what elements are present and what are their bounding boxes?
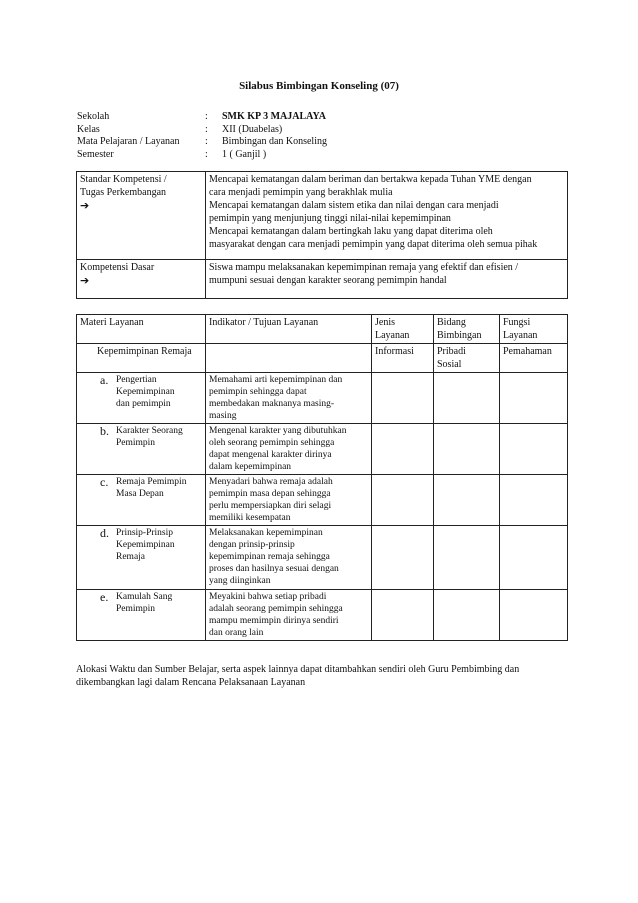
row-indikator-line: masing [209, 411, 237, 421]
row-jenis-cell [372, 590, 434, 641]
header-indikator-text: Indikator / Tujuan Layanan [209, 317, 319, 328]
header-jenis-text-2: Layanan [375, 330, 410, 341]
row-indikator-line: dalam kepemimpinan [209, 462, 292, 472]
meta-value: SMK KP 3 MAJALAYA [222, 111, 326, 122]
topic-indikator [206, 344, 372, 373]
table-row [77, 475, 568, 526]
row-indikator-line: pemimpin sehingga dapat [209, 387, 307, 397]
row-materi [116, 425, 196, 449]
arrow-right-icon: ➔ [80, 274, 90, 287]
standar-label-cell [77, 172, 206, 260]
row-indikator-line: oleh seorang pemimpin sehingga [209, 438, 335, 448]
meta-row-semester [77, 148, 327, 161]
kompetensi-row [77, 260, 568, 299]
meta-row-sekolah [77, 110, 327, 123]
row-jenis-cell [372, 526, 434, 590]
materi-table [76, 314, 568, 641]
row-materi-line: Pengertian [116, 375, 157, 385]
row-fungsi-cell [500, 373, 568, 424]
row-indikator-line: Mengenal karakter yang dibutuhkan [209, 426, 347, 436]
row-materi-cell [77, 590, 206, 641]
row-letter: d. [100, 526, 109, 540]
topic-bidang-text-2: Sosial [437, 359, 462, 370]
standar-line: cara menjadi pemimpin yang berakhlak mulia [209, 187, 393, 198]
row-materi [116, 374, 196, 410]
row-materi-line: Pemimpin [116, 438, 156, 448]
header-fungsi-text: Fungsi [503, 317, 531, 328]
row-jenis-cell [372, 424, 434, 475]
header-fungsi [500, 315, 568, 344]
competency-table [76, 171, 568, 299]
topic-row [77, 344, 568, 373]
standar-label-2: Tugas Perkembangan [80, 187, 167, 198]
header-bidang-text-2: Bimbingan [437, 330, 482, 341]
row-fungsi-cell [500, 590, 568, 641]
row-indikator-line: Meyakini bahwa setiap pribadi [209, 592, 327, 602]
meta-label: Kelas [77, 123, 100, 135]
header-row [77, 315, 568, 344]
row-materi [116, 527, 196, 563]
row-letter: c. [100, 475, 109, 489]
row-bidang-cell [434, 475, 500, 526]
row-materi-line: Kepemimpinan [116, 540, 175, 550]
arrow-right-icon: ➔ [80, 199, 90, 212]
header-jenis [372, 315, 434, 344]
row-bidang-cell [434, 424, 500, 475]
row-indikator-line: dapat mengenal karakter dirinya [209, 450, 332, 460]
header-indikator [206, 315, 372, 344]
row-materi-line: Prinsip-Prinsip [116, 528, 174, 538]
standar-content-cell [206, 172, 568, 260]
table-row [77, 424, 568, 475]
kompetensi-label: Kompetensi Dasar [80, 262, 155, 273]
meta-colon: : [205, 136, 208, 147]
topic-materi-text: Kepemimpinan Remaja [97, 346, 192, 357]
row-letter: e. [100, 590, 109, 604]
standar-line: Mencapai kematangan dalam beriman dan bertakwa kepada Tuhan YME dengan [209, 174, 532, 185]
standar-line: Mencapai kematangan dalam sistem etika dan nilai dengan cara menjadi [209, 200, 499, 211]
row-materi-line: Remaja Pemimpin [116, 477, 187, 487]
table-row [77, 526, 568, 590]
row-fungsi-cell [500, 424, 568, 475]
row-indikator [206, 475, 372, 526]
row-materi-line: Pemimpin [116, 604, 156, 614]
row-indikator [206, 590, 372, 641]
row-indikator [206, 373, 372, 424]
row-indikator-line: membedakan maknanya masing- [209, 399, 335, 409]
row-letter: a. [100, 373, 109, 387]
standar-line: pemimpin yang menjunjung tinggi nilai-nilai kepemimpinan [209, 213, 451, 224]
standar-line: masyarakat dengan cara menjadi pemimpin yang dapat diterima oleh semua pihak [209, 239, 538, 250]
row-materi-line: dan pemimpin [116, 399, 171, 409]
kompetensi-content-cell [206, 260, 568, 299]
meta-colon: : [205, 123, 208, 135]
row-materi-line: Kepemimpinan [116, 387, 175, 397]
header-bidang-text: Bidang [437, 317, 466, 328]
standar-row [77, 172, 568, 260]
row-jenis-cell [372, 475, 434, 526]
row-materi-line: Karakter Seorang [116, 426, 183, 436]
meta-value: 1 ( Ganjil ) [222, 148, 267, 160]
meta-label: Semester [77, 148, 114, 160]
meta-label: Mata Pelajaran / Layanan [77, 136, 180, 147]
row-indikator-line: yang diinginkan [209, 576, 271, 586]
identity-block [77, 110, 327, 160]
topic-fungsi-text: Pemahaman [503, 346, 552, 357]
topic-bidang-text: Pribadi [437, 346, 466, 357]
row-indikator-line: dengan prinsip-prinsip [209, 540, 295, 550]
header-materi [77, 315, 206, 344]
meta-value: XII (Duabelas) [222, 123, 283, 135]
topic-bidang [434, 344, 500, 373]
topic-materi [77, 344, 206, 373]
row-bidang-cell [434, 373, 500, 424]
row-indikator-line: adalah seorang pemimpin sehingga [209, 604, 343, 614]
meta-row-kelas [77, 123, 327, 136]
row-bidang-cell [434, 526, 500, 590]
kompetensi-line: mumpuni sesuai dengan karakter seorang pemimpin handal [209, 275, 447, 286]
row-materi [116, 591, 196, 615]
row-indikator-line: Menyadari bahwa remaja adalah [209, 477, 333, 487]
row-materi-cell [77, 373, 206, 424]
row-indikator-line: kepemimpinan remaja sehingga [209, 552, 330, 562]
row-indikator-line: dan orang lain [209, 628, 264, 638]
standar-label: Standar Kompetensi / [80, 174, 167, 185]
meta-label: Sekolah [77, 111, 110, 122]
standar-line: Mencapai kematangan dalam bertingkah laku yang dapat diterima oleh [209, 226, 493, 237]
meta-value: Bimbingan dan Konseling [222, 136, 327, 147]
kompetensi-label-cell [77, 260, 206, 299]
footer-line-2: dikembangkan lagi dalam Rencana Pelaksanaan Layanan [76, 677, 306, 688]
row-materi-cell [77, 424, 206, 475]
meta-colon: : [205, 148, 208, 160]
row-materi-line: Masa Depan [116, 489, 164, 499]
footer-note [76, 663, 567, 689]
row-indikator-line: perlu mempersiapkan diri selagi [209, 501, 332, 511]
row-indikator [206, 526, 372, 590]
meta-row-mata-pelajaran [77, 135, 327, 148]
row-indikator-line: Memahami arti kepemimpinan dan [209, 375, 343, 385]
row-indikator [206, 424, 372, 475]
table-row [77, 373, 568, 424]
row-materi-line: Kamulah Sang [116, 592, 173, 602]
row-indikator-line: mampu memimpin dirinya sendiri [209, 616, 339, 626]
header-bidang [434, 315, 500, 344]
table-row [77, 590, 568, 641]
row-fungsi-cell [500, 475, 568, 526]
header-jenis-text: Jenis [375, 317, 395, 328]
meta-colon: : [205, 111, 208, 122]
topic-jenis [372, 344, 434, 373]
row-letter: b. [100, 424, 109, 438]
header-materi-text: Materi Layanan [80, 317, 144, 328]
row-materi-cell [77, 526, 206, 590]
row-indikator-line: pemimpin masa depan sehingga [209, 489, 331, 499]
row-materi-line: Remaja [116, 552, 146, 562]
row-indikator-line: Melaksanakan kepemimpinan [209, 528, 323, 538]
row-bidang-cell [434, 590, 500, 641]
header-fungsi-text-2: Layanan [503, 330, 538, 341]
row-fungsi-cell [500, 526, 568, 590]
document-title: Silabus Bimbingan Konseling (07) [239, 80, 399, 92]
footer-line: Alokasi Waktu dan Sumber Belajar, serta aspek lainnya dapat ditambahkan sendiri oleh Guru Pembimbing dan [76, 664, 520, 675]
row-jenis-cell [372, 373, 434, 424]
row-materi-cell [77, 475, 206, 526]
row-indikator-line: proses dan hasilnya sesuai dengan [209, 564, 339, 574]
row-indikator-line: memiliki kesempatan [209, 513, 291, 523]
topic-fungsi [500, 344, 568, 373]
topic-jenis-text: Informasi [375, 346, 414, 357]
kompetensi-line: Siswa mampu melaksanakan kepemimpinan remaja yang efektif dan efisien / [209, 262, 519, 273]
row-materi [116, 476, 196, 500]
